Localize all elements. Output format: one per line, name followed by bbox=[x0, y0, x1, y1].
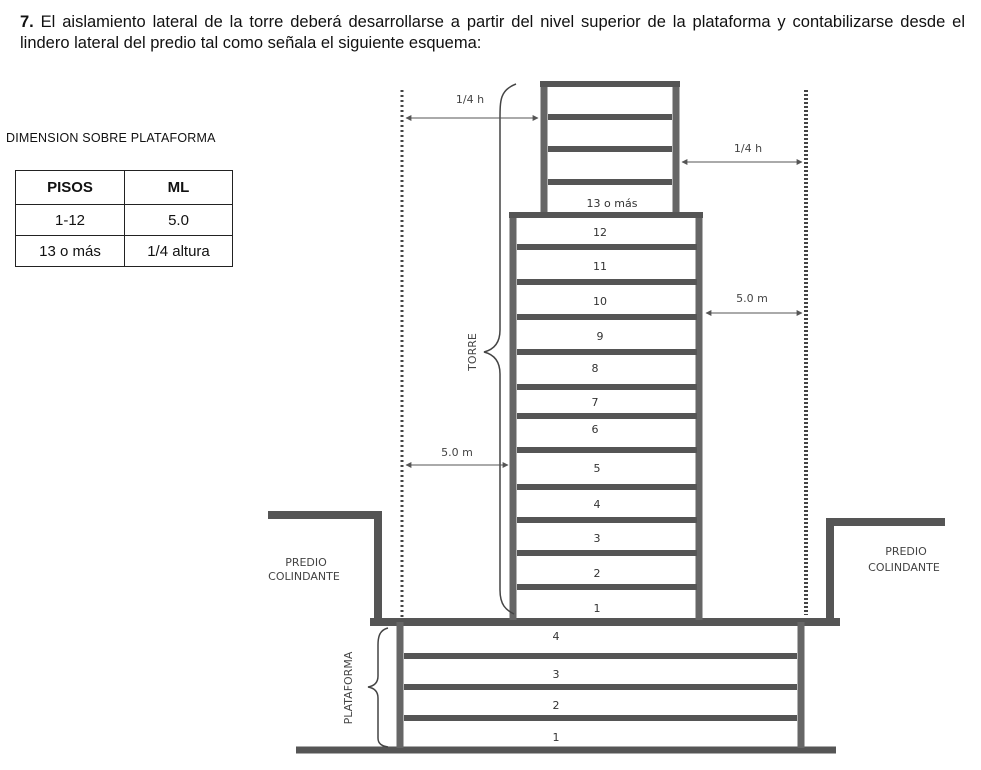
dim-label-top-left: 1/4 h bbox=[455, 93, 485, 106]
upper-tower-label: 13 o más bbox=[586, 197, 638, 210]
predio-right-line2: COLINDANTE bbox=[868, 561, 940, 574]
tower-floor-label: 6 bbox=[591, 423, 599, 436]
tower-floor-label: 9 bbox=[596, 330, 604, 343]
platform-floor-label: 3 bbox=[552, 668, 560, 681]
tower-floor-label: 1 bbox=[593, 602, 601, 615]
platform-floor-label: 4 bbox=[552, 630, 560, 643]
predio-left-line2: COLINDANTE bbox=[268, 570, 340, 583]
predio-left-line1: PREDIO bbox=[285, 556, 327, 569]
cell-pisos: 13 o más bbox=[16, 236, 125, 267]
tower-floor-label: 12 bbox=[593, 226, 607, 239]
cell-ml: 5.0 bbox=[125, 205, 233, 236]
header-pisos: PISOS bbox=[16, 171, 125, 205]
header-ml: ML bbox=[125, 171, 233, 205]
dim-label-mid-right: 5.0 m bbox=[736, 292, 768, 305]
dimension-table-title: DIMENSION SOBRE PLATAFORMA bbox=[6, 131, 216, 145]
tower-floor-label: 10 bbox=[593, 295, 607, 308]
tower-floor-label: 3 bbox=[593, 532, 601, 545]
tower-floor-label: 8 bbox=[591, 362, 599, 375]
intro-text: El aislamiento lateral de la torre deberá desarrollarse a partir del nivel superior de la plataforma y contabilizarse desde el lindero lateral del predio tal como señala el siguiente esquema: bbox=[20, 13, 965, 52]
tower-floor-label: 11 bbox=[593, 260, 607, 273]
tower-floor-label: 7 bbox=[591, 396, 599, 409]
platform-brace bbox=[368, 628, 388, 747]
cell-pisos: 1-12 bbox=[16, 205, 125, 236]
platform-label: PLATAFORMA bbox=[342, 651, 355, 725]
item-number: 7. bbox=[20, 13, 34, 31]
dim-label-mid-left: 5.0 m bbox=[441, 446, 473, 459]
tower-floor-label: 4 bbox=[593, 498, 601, 511]
predio-right-line1: PREDIO bbox=[885, 545, 927, 558]
dim-label-top-right: 1/4 h bbox=[733, 142, 763, 155]
platform-floor-label: 1 bbox=[552, 731, 560, 744]
platform-floor-label: 2 bbox=[552, 699, 560, 712]
cell-ml: 1/4 altura bbox=[125, 236, 233, 267]
tower-floor-label: 5 bbox=[593, 462, 601, 475]
tower-floor-label: 2 bbox=[593, 567, 601, 580]
tower-label: TORRE bbox=[466, 333, 479, 371]
